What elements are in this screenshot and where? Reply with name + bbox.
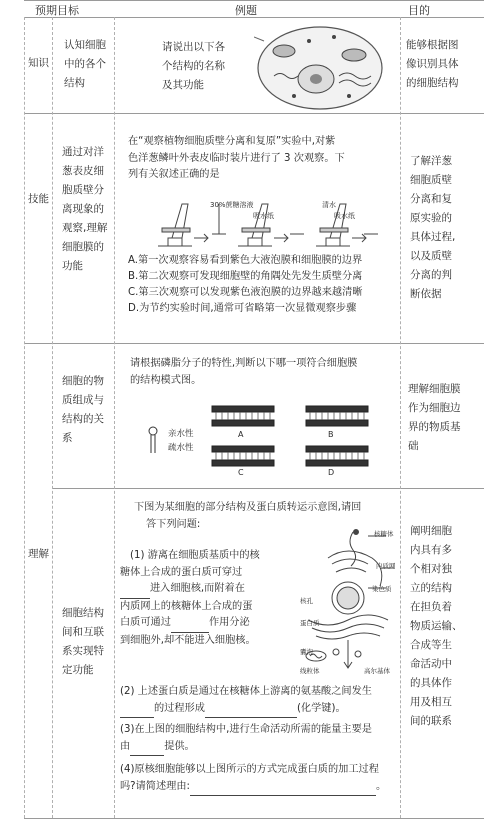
- row1-question: [162, 38, 225, 95]
- row3-purpose-line: 作为细胞边: [408, 402, 461, 414]
- fig-label-chromatin: 染色质: [372, 585, 392, 593]
- header-example: 例题: [235, 4, 257, 17]
- row3-goal-line: 细胞的物: [62, 375, 104, 387]
- row2-goal-line: 细胞膜的: [62, 241, 104, 253]
- q3-text: 由: [120, 740, 131, 752]
- col-divider-left-edge: [24, 17, 25, 818]
- q1-line-blank: [120, 581, 298, 599]
- q4-blank[interactable]: [190, 779, 376, 797]
- q2-blank-1[interactable]: [120, 701, 154, 719]
- row4-purpose-line: 内具有多: [410, 544, 452, 556]
- row1-purpose-line: 像识别具体: [406, 58, 459, 70]
- row4-goal-line: 细胞结构: [62, 607, 104, 619]
- row3-question-line: 请根据磷脂分子的特性,判断以下哪一项符合细胞膜: [130, 358, 358, 369]
- fig-label-vesicle: 囊泡: [300, 648, 313, 656]
- q2-line-blank: [120, 701, 398, 719]
- row1-goal: [64, 36, 106, 93]
- option-a: A.第一次观察容易看到紫色大液泡膜和细胞膜的边界: [128, 255, 363, 266]
- row2-purpose-line: 分离和复: [410, 193, 452, 205]
- header-goal: 预期目标: [35, 4, 79, 17]
- row4-goal-line: 系实现特: [62, 645, 104, 657]
- q4-text: 。: [375, 780, 387, 792]
- q2-text: 的过程形成: [154, 702, 205, 714]
- membrane-label-a: A: [238, 430, 244, 439]
- row4-purpose-line: 物质运输、: [410, 620, 463, 632]
- row3-purpose-line: 础: [408, 440, 419, 452]
- row2-goal-line: 离现象的: [62, 203, 104, 215]
- legend-hydrophobic: 疏水性: [168, 443, 194, 453]
- row1-purpose-line: 能够根据图: [406, 39, 459, 51]
- phospholipid-icon: [146, 425, 166, 455]
- row4-purpose-line: 立的结构: [410, 582, 452, 594]
- row1-category: 知识: [28, 57, 49, 69]
- q2-text: (化学键)。: [296, 702, 346, 714]
- row3-bottom-rule: [52, 488, 484, 489]
- row2-question-line: 色洋葱鳞叶外表皮临时装片进行了 3 次观察。下: [128, 152, 345, 164]
- row3-question: [130, 356, 357, 389]
- col-divider-category: [52, 17, 53, 818]
- option-d: D.为节约实验时间,通常可省略第一次显微观察步骤: [128, 303, 357, 314]
- fig-label-er: 内质网: [376, 562, 396, 570]
- microscope-figure: [150, 194, 382, 252]
- row1-goal-line: 结构: [64, 77, 85, 89]
- row3-goal-line: 结构的关: [62, 413, 104, 425]
- row4-purpose-line: 的具体作: [410, 677, 452, 689]
- fig-label-pore: 核孔: [300, 597, 313, 605]
- row4-purpose-line: 间的联系: [410, 715, 452, 727]
- fig-label-protein: 蛋白质: [300, 619, 320, 627]
- row2-category: 技能: [28, 193, 49, 205]
- row4-purpose-line: 命活动中: [410, 658, 452, 670]
- q1-text: 进入细胞核,而附着在: [150, 583, 245, 594]
- row2-goal-line: 胞质壁分: [62, 184, 104, 196]
- q1-line: 内质网上的核糖体上合成的蛋: [120, 600, 253, 612]
- row4-q3: [120, 722, 398, 756]
- q2-line: (2) 上述蛋白质是通过在核糖体上游离的氨基酸之间发生: [120, 686, 372, 697]
- q4-line-blank: [120, 779, 398, 797]
- row2-question-line: 列有关叙述正确的是: [128, 169, 220, 180]
- q1-line: 糖体上合成的蛋白质可穿过: [120, 566, 243, 578]
- row1-goal-line: 中的各个: [64, 58, 106, 70]
- row2-purpose-line: 以及质壁: [410, 250, 452, 262]
- row2-goal-line: 葱表皮细: [62, 165, 104, 177]
- membrane-label-c: C: [238, 468, 244, 477]
- row2-goal: [62, 143, 107, 276]
- q1-blank-2[interactable]: [171, 615, 209, 633]
- cell-structure-figure: [254, 21, 386, 111]
- row4-goal-line: 定功能: [62, 664, 94, 676]
- row2-options: [128, 253, 362, 317]
- row3-goal-line: 质组成与: [62, 394, 104, 406]
- row1-bottom-rule: [24, 113, 484, 114]
- fig-label-mitochondria: 线粒体: [300, 667, 320, 675]
- row4-category: 理解: [28, 548, 49, 560]
- table-top-rule: [24, 0, 484, 1]
- row1-purpose-line: 的细胞结构: [406, 77, 459, 89]
- row4-purpose-line: 在担负着: [410, 601, 452, 613]
- row2-goal-line: 通过对洋: [62, 146, 104, 158]
- row1-question-line: 请说出以下各: [162, 41, 225, 53]
- row2-purpose: [410, 152, 455, 304]
- q1-line: (1) 游离在细胞质基质中的核: [130, 550, 260, 561]
- row4-q1: [120, 548, 298, 649]
- row3-goal-line: 系: [62, 432, 73, 444]
- row3-purpose-line: 理解细胞膜: [408, 383, 461, 395]
- row4-intro-line: 答下列问题:: [146, 518, 201, 530]
- q1-line: 到细胞外,却不能进入细胞核。: [120, 634, 256, 646]
- row2-purpose-line: 具体过程,: [410, 231, 456, 243]
- q1-line-blank: [120, 615, 298, 633]
- row4-purpose-line: 用及相互: [410, 696, 452, 708]
- q3-line: (3)在上图的细胞结构中,进行生命活动所需的能量主要是: [120, 724, 372, 735]
- q3-blank[interactable]: [130, 739, 164, 757]
- row1-goal-line: 认知细胞: [64, 39, 106, 51]
- row4-q2: [120, 684, 398, 718]
- row2-purpose-line: 断依据: [410, 288, 442, 300]
- row4-purpose: [410, 522, 463, 731]
- row2-question: [128, 134, 345, 184]
- row4-purpose-line: 个相对独: [410, 563, 452, 575]
- q1-text: 作用分泌: [208, 617, 250, 628]
- row2-goal-line: 功能: [62, 260, 83, 272]
- row1-purpose: [406, 36, 459, 93]
- q4-text: 吗?请简述理由:: [120, 780, 190, 792]
- row2-bottom-rule: [24, 343, 484, 344]
- option-c: C.第三次观察可以发现紫色液泡膜的边界越来越清晰: [128, 287, 363, 298]
- protein-transport-figure: [298, 528, 398, 678]
- q4-line: (4)原核细胞能够以上图所示的方式完成蛋白质的加工过程: [120, 764, 379, 775]
- row4-q4: [120, 762, 398, 796]
- membrane-label-b: B: [328, 430, 334, 439]
- row4-purpose-line: 合成等生: [410, 639, 452, 651]
- fig-label-blotting-paper-2: 吸水纸: [334, 212, 355, 220]
- row2-purpose-line: 细胞质壁: [410, 174, 452, 186]
- membrane-options-figure: [208, 402, 376, 478]
- fig-label-sucrose: 30%蔗糖溶液: [210, 201, 254, 209]
- row4-goal-line: 间和互联: [62, 626, 104, 638]
- row2-purpose-line: 分离的判: [410, 269, 452, 281]
- row2-purpose-line: 了解洋葱: [410, 155, 452, 167]
- header-purpose: 目的: [408, 4, 430, 17]
- row1-question-line: 个结构的名称: [162, 60, 225, 72]
- q3-line-blank: [120, 739, 398, 757]
- q1-text: 白质可通过: [120, 617, 171, 628]
- row3-purpose-line: 界的物质基: [408, 421, 461, 433]
- q3-text: 提供。: [164, 740, 195, 752]
- row3-question-line: 的结构模式图。: [130, 374, 202, 386]
- row2-purpose-line: 原实验的: [410, 212, 452, 224]
- fig-label-golgi: 高尔基体: [364, 667, 390, 675]
- row4-intro-line: 下图为某细胞的部分结构及蛋白质转运示意图,请回: [134, 502, 362, 513]
- option-b: B.第二次观察可发现细胞壁的角隅处先发生质壁分离: [128, 271, 363, 282]
- table-bottom-rule: [24, 818, 484, 819]
- row3-purpose: [408, 380, 461, 456]
- row4-goal: [62, 604, 104, 680]
- row3-goal: [62, 372, 104, 448]
- row2-goal-line: 观察,理解: [62, 222, 108, 234]
- q2-blank-2[interactable]: [205, 701, 297, 719]
- row4-purpose-line: 阐明细胞: [410, 525, 452, 537]
- fig-label-blotting-paper-1: 吸水纸: [253, 212, 274, 220]
- fig-label-water: 清水: [322, 201, 336, 209]
- col-divider-goal: [114, 17, 115, 818]
- row2-question-line: 在“观察植物细胞质壁分离和复原”实验中,对紫: [128, 136, 336, 147]
- membrane-label-d: D: [328, 468, 335, 477]
- fig-label-ribosome: 核糖体: [374, 530, 394, 538]
- legend-hydrophilic: 亲水性: [168, 429, 194, 439]
- row1-question-line: 及其功能: [162, 79, 204, 91]
- q1-blank-1[interactable]: [120, 581, 150, 599]
- col-divider-question: [400, 17, 401, 818]
